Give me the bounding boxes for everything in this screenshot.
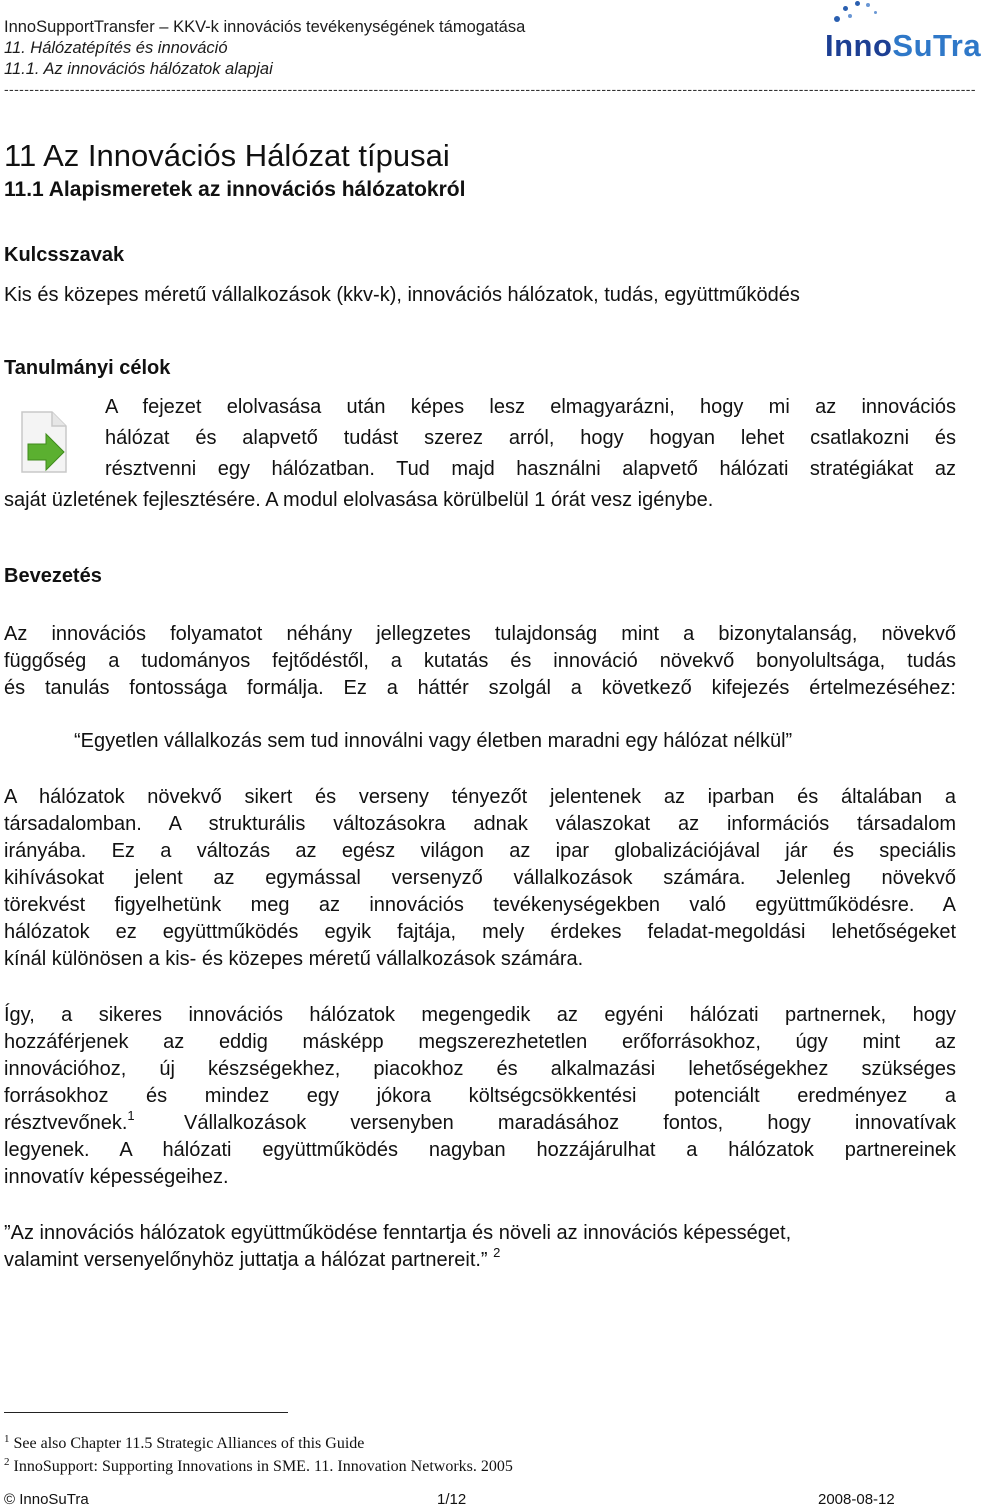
footnote-divider (4, 1412, 288, 1413)
objectives-label: Tanulmányi célok (4, 357, 171, 379)
intro-p2-line-2: társadalomban. A strukturális változásokra adnak válaszokat az információs társadalom (4, 813, 956, 835)
intro-p3-line-3: innovációhoz, új készségekhez, piacokhoz és alkalmazási lehetőségekhez szükséges (4, 1058, 956, 1080)
intro-p3-line-2: hozzáférjenek az eddig másképp megszerezhetetlen erőforrásokhoz, úgy mint az (4, 1031, 956, 1053)
intro-quote: “Egyetlen vállalkozás sem tud innoválni vagy életben maradni egy hálózat nélkül” (74, 730, 793, 752)
intro-p1-line-1: Az innovációs folyamatot néhány jellegzetes tulajdonság mint a bizonytalanság, növekvő (4, 623, 956, 645)
footnote-2 (4, 1456, 513, 1476)
intro-p2-line-1: A hálózatok növekvő sikert és verseny tényezőt jelentenek az iparban és általában a (4, 786, 956, 808)
intro-p3-line-4: forrásokhoz és mindez egy jókora költségcsökkentési potenciált eredményez a (4, 1085, 956, 1107)
footer-page-number: 1/12 (437, 1491, 467, 1508)
intro-p3-line-6: legyenek. A hálózati együttműködés nagyban hozzájárulhat a hálózatok partnereinek (4, 1139, 956, 1161)
intro-p2-line-5: törekvést figyelhetünk meg az innovációs tevékenységekben való együttműködésre. A (4, 894, 956, 916)
logo-text-inno: Inno (825, 28, 893, 63)
intro-p4-line-1: ”Az innovációs hálózatok együttműködése fenntartja és növeli az innovációs képességet, (4, 1222, 792, 1244)
objectives-line-2: hálózat és alapvető tudást szerez arról, hogy hogyan lehet csatlakozni és (105, 427, 956, 449)
footnote-1-text: See also Chapter 11.5 Strategic Alliances of this Guide (13, 1435, 365, 1452)
logo-text-sutra: SuTra (892, 28, 981, 63)
objectives-line-4: saját üzletének fejlesztésére. A modul elolvasása körülbelül 1 órát vesz igénybe. (4, 489, 714, 511)
intro-p1-line-3: és tanulás fontossága formálja. Ez a háttér szolgál a következő kifejezés értelmezéséhez: (4, 677, 956, 699)
intro-p3-line-5a-text: résztvevőnek. (4, 1112, 128, 1134)
footer-copyright: © InnoSuTra (4, 1491, 89, 1508)
intro-p3-line-5a (4, 1110, 135, 1137)
intro-p1-line-2: függőség a tudományos fejtődéstől, a kutatás és innováció növekvő bonyolultsága, tudás (4, 650, 956, 672)
header-separator: ------------------------------------------------------------------------------------------------------------------------------------------------------------------------------------------------ (4, 81, 976, 97)
intro-p3-line-5b: Vállalkozások versenyben maradásához fontos, hogy innovatívak (184, 1112, 956, 1134)
header-line-3: 11.1. Az innovációs hálózatok alapjai (4, 60, 273, 78)
intro-p4-line-2-text: valamint versenyelőnyhöz juttatja a hálózat partnereit.” (4, 1249, 488, 1271)
keywords-text: Kis és közepes méretű vállalkozások (kkv-k), innovációs hálózatok, tudás, együttműködés (4, 284, 800, 306)
header-line-1: InnoSupportTransfer – KKV-k innovációs tevékenységének támogatása (4, 18, 526, 36)
header-line-2: 11. Hálózatépítés és innováció (4, 39, 228, 57)
keywords-label: Kulcsszavak (4, 244, 125, 266)
footnote-1 (4, 1433, 364, 1453)
document-arrow-icon (20, 410, 70, 474)
footnote-2-text: InnoSupport: Supporting Innovations in SME. 11. Innovation Networks. 2005 (13, 1458, 513, 1475)
intro-p2-line-4: kihívásokat jelent az egymással versenyző vállalkozások számára. Jelenleg növekvő (4, 867, 956, 889)
intro-p3-line-1: Így, a sikeres innovációs hálózatok megengedik az egyéni hálózati partnernek, hogy (4, 1004, 956, 1026)
footnote-ref-1[interactable]: 1 (127, 1108, 135, 1123)
intro-p2-line-3: irányába. Ez a változás az egész világon az ipar globalizációjával jár és speciális (4, 840, 956, 862)
footnote-2-number: 2 (4, 1456, 10, 1468)
objectives-line-3: résztvenni egy hálózatban. Tud majd használni alapvető hálózati stratégiákat az (105, 458, 956, 480)
objectives-line-1: A fejezet elolvasása után képes lesz elmagyarázni, hogy mi az innovációs (105, 396, 956, 418)
intro-p2-line-7: kínál különösen a kis- és közepes méretű vállalkozások számára. (4, 948, 584, 970)
intro-p2-line-6: hálózatok ez együttműködés egyik fajtája, mely érdekes feladat-megoldási lehetőségeket (4, 921, 956, 943)
intro-label: Bevezetés (4, 565, 102, 587)
section-subtitle: 11.1 Alapismeretek az innovációs hálózatokról (4, 178, 466, 201)
page-title: 11 Az Innovációs Hálózat típusai (4, 138, 450, 173)
intro-p4-line-2 (4, 1247, 500, 1274)
footnote-1-number: 1 (4, 1433, 10, 1445)
footer-date: 2008-08-12 (818, 1491, 895, 1508)
innosutra-logo (822, 0, 981, 63)
intro-p3-line-7: innovatív képességeihez. (4, 1166, 229, 1188)
footnote-ref-2[interactable]: 2 (493, 1245, 501, 1260)
